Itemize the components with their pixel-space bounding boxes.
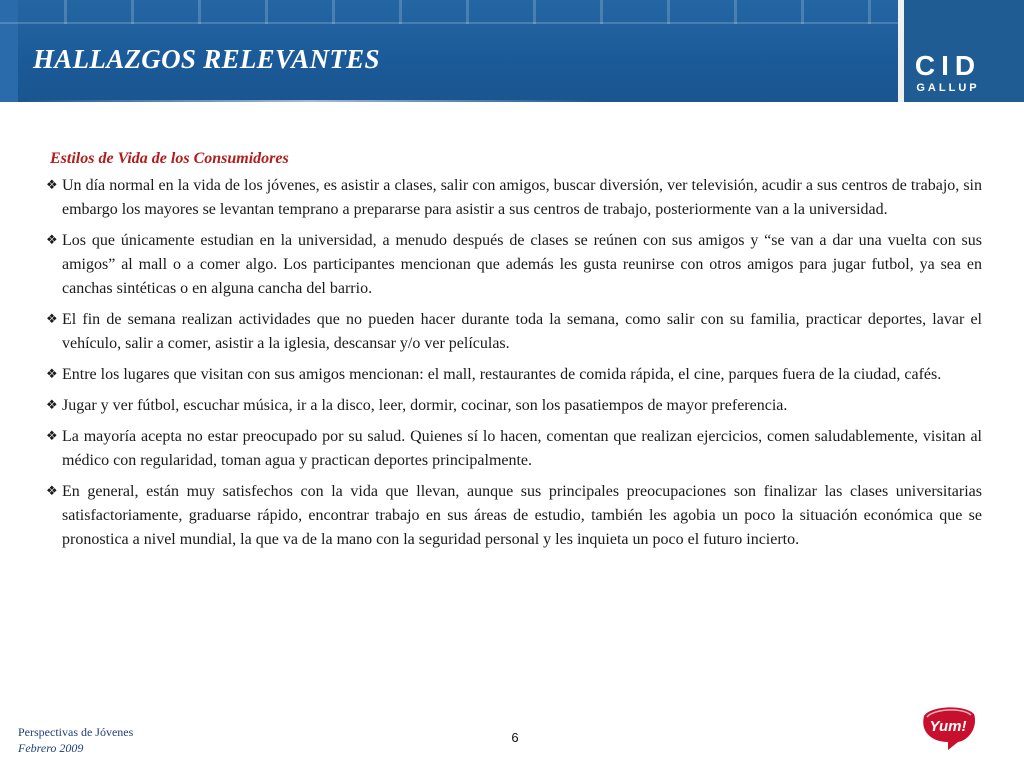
- diamond-bullet-icon: ❖: [46, 429, 58, 444]
- footer-caption: [18, 724, 133, 756]
- footer-date: Febrero 2009: [18, 741, 84, 755]
- list-item: [46, 174, 982, 222]
- page-title: HALLAZGOS RELEVANTES: [33, 44, 380, 74]
- yum-logo-text: Yum!: [929, 718, 967, 735]
- findings-list: [46, 174, 982, 552]
- list-item-text: Jugar y ver fútbol, escuchar música, ir a la disco, leer, dormir, cocinar, son los pasatiempos de mayor preferencia.: [62, 397, 788, 414]
- page-number: 6: [511, 730, 519, 745]
- list-item-text: Entre los lugares que visitan con sus amigos mencionan: el mall, restaurantes de comida rápida, el cine, parques fuera de la ciudad, cafés.: [62, 366, 942, 383]
- yum-logo-icon: [918, 704, 978, 750]
- section-title: Estilos de Vida de los Consumidores: [50, 150, 289, 167]
- list-item-text: Los que únicamente estudian en la universidad, a menudo después de clases se reúnen con sus amigos y “se van a dar una vuelta con sus amigos” al mall o a comer algo. Los participantes mencionan que además les gusta reunirse con otros amigos para jugar futbol, ya sea en canchas sintéticas o en alguna cancha del barrio.: [62, 232, 982, 297]
- header-underline: [20, 100, 600, 102]
- list-item-text: El fin de semana realizan actividades que no pueden hacer durante toda la semana, como salir con su familia, practicar deportes, lavar el vehículo, salir a comer, asistir a la iglesia, descansar y/o ver películas.: [62, 311, 982, 352]
- list-item: [46, 363, 982, 387]
- header-decorative-grid: [0, 0, 898, 24]
- diamond-bullet-icon: ❖: [46, 398, 58, 413]
- slide-content: [46, 150, 982, 559]
- slide-header: [0, 0, 1024, 102]
- diamond-bullet-icon: ❖: [46, 367, 58, 382]
- list-item: [46, 394, 982, 418]
- header-title-panel: [0, 0, 904, 102]
- diamond-bullet-icon: ❖: [46, 484, 58, 499]
- list-item: [46, 308, 982, 356]
- list-item-text: Un día normal en la vida de los jóvenes, es asistir a clases, salir con amigos, buscar diversión, ver televisión, acudir a sus centros de trabajo, sin embargo los mayores se levantan temprano a prepararse para asistir a sus centros de trabajo, posteriormente van a la universidad.: [62, 177, 982, 218]
- diamond-bullet-icon: ❖: [46, 312, 58, 327]
- list-item-text: La mayoría acepta no estar preocupado por su salud. Quienes sí lo hacen, comentan que realizan ejercicios, comen saludablemente, visitan al médico con regularidad, toman agua y practican deportes principalmente.: [62, 428, 982, 469]
- logo-main-text: CID: [914, 50, 982, 81]
- logo-sub-text: GALLUP: [916, 82, 980, 94]
- diamond-bullet-icon: ❖: [46, 233, 58, 248]
- diamond-bullet-icon: ❖: [46, 178, 58, 193]
- list-item: [46, 229, 982, 301]
- list-item-text: En general, están muy satisfechos con la vida que llevan, aunque sus principales preocupaciones son finalizar las clases universitarias satisfactoriamente, graduarse rápido, encontrar trabajo en sus áreas de estudio, también les agobia un poco la situación económica que se pronostica a nivel mundial, la que va de la mano con la seguridad personal y les inquieta un poco el futuro incierto.: [62, 483, 982, 548]
- footer-report-title: Perspectivas de Jóvenes: [18, 725, 134, 739]
- list-item: [46, 480, 982, 552]
- list-item: [46, 425, 982, 473]
